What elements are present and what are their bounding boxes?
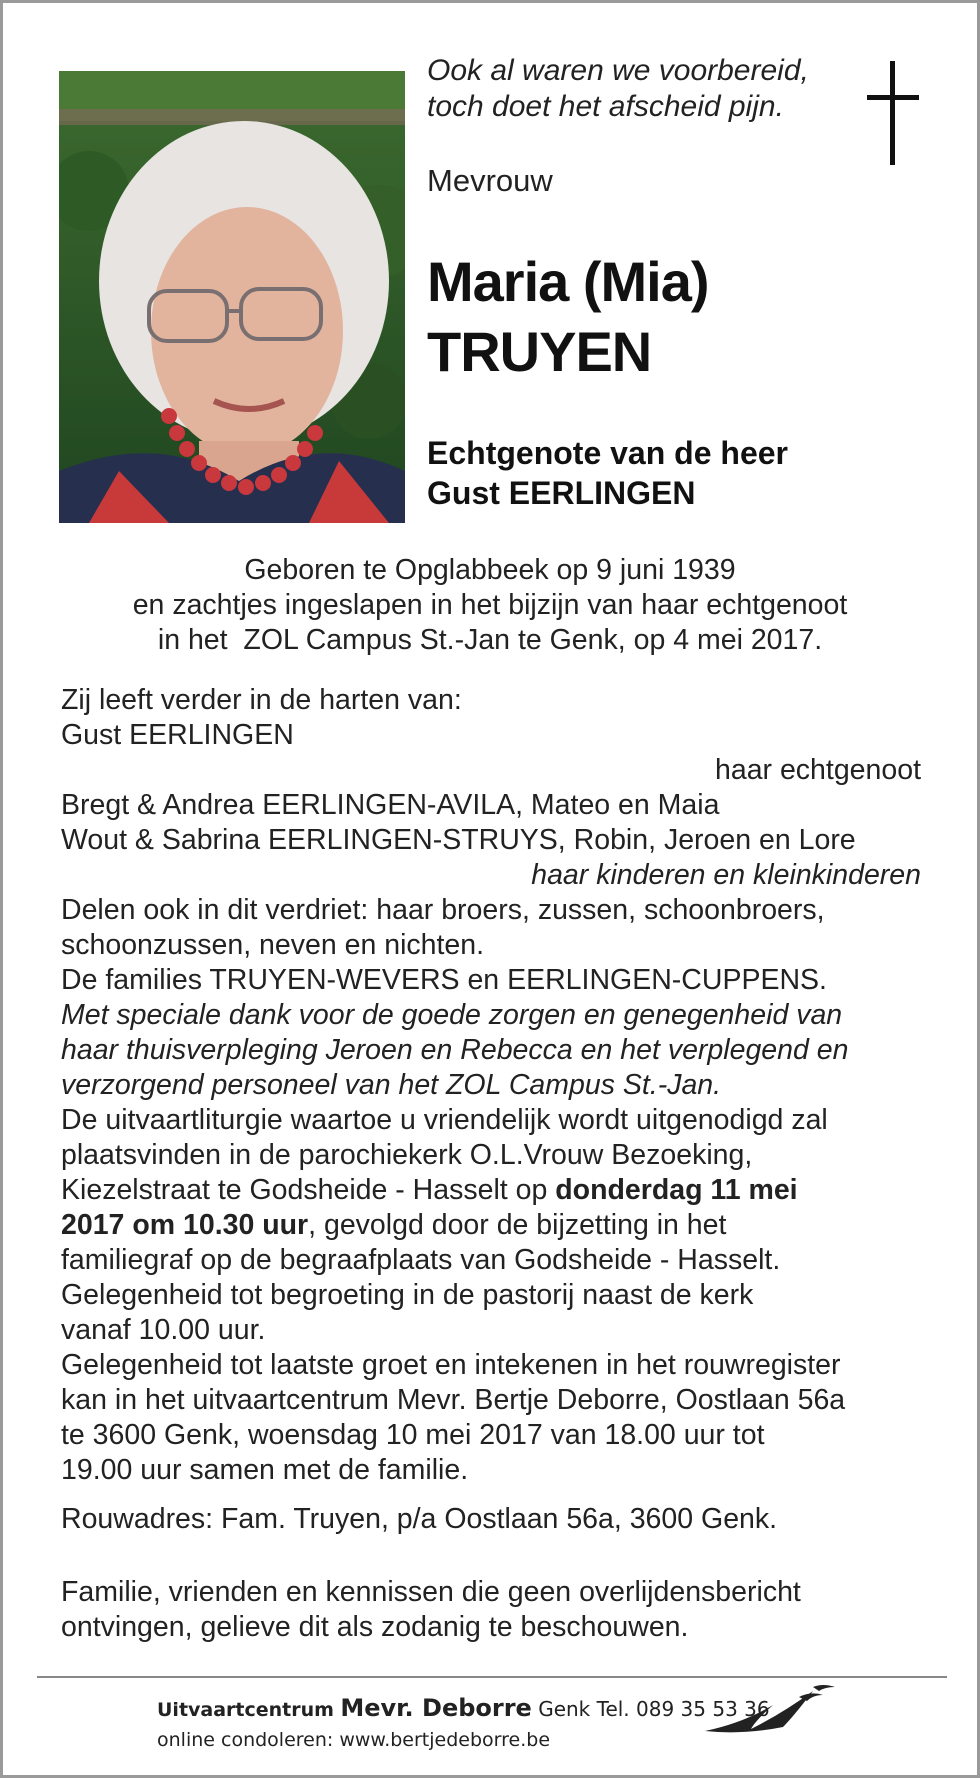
farewell-line: kan in het uitvaartcentrum Mevr. Bertje Deborre, Oostlaan 56a	[61, 1384, 846, 1416]
spouse-line: Echtgenote van de heer	[427, 435, 788, 471]
funeral-date: donderdag 11 mei	[555, 1174, 798, 1206]
cross-icon	[863, 61, 923, 165]
husband-role: haar echtgenoot	[715, 754, 921, 786]
quote	[427, 53, 827, 125]
survivors-intro: Zij leeft verder in de harten van:	[61, 684, 462, 716]
funeral-time: 2017 om 10.30 uur	[61, 1209, 309, 1241]
funeral-line: vanaf 10.00 uur.	[61, 1314, 266, 1346]
name-last: TRUYEN	[427, 320, 652, 383]
birth-death-info	[3, 553, 977, 658]
funeral-line: Gelegenheid tot begroeting in de pastorij naast de kerk	[61, 1279, 754, 1311]
portrait-illustration	[59, 71, 405, 523]
farewell-line: te 3600 Genk, woensdag 10 mei 2017 van 18.00 uur tot	[61, 1419, 765, 1451]
thanks-line: haar thuisverpleging Jeroen en Rebecca en het verplegend en	[61, 1034, 849, 1066]
announcement-body	[61, 683, 921, 1645]
mourning-address: Rouwadres: Fam. Truyen, p/a Oostlaan 56a, 3600 Genk.	[61, 1503, 778, 1535]
thanks-line: Met speciale dank voor de goede zorgen en genegenheid van	[61, 999, 843, 1031]
footer-city: Genk	[538, 1697, 591, 1721]
funeral-text: Kiezelstraat te Godsheide - Hasselt op	[61, 1174, 556, 1206]
name-first: Maria (Mia)	[427, 250, 709, 313]
birth-line: in het ZOL Campus St.-Jan te Genk, op 4 mei 2017.	[157, 624, 823, 656]
spouse-name: Gust EERLINGEN	[427, 475, 696, 511]
funeral-text: , gevolgd door de bijzetting in het	[308, 1209, 727, 1241]
funeral-line: plaatsvinden in de parochiekerk O.L.Vrouw Bezoeking,	[61, 1139, 753, 1171]
deceased-name	[427, 247, 709, 387]
farewell-line: Gelegenheid tot laatste groet en intekenen in het rouwregister	[61, 1349, 841, 1381]
closing-line: ontvingen, gelieve dit als zodanig te beschouwen.	[61, 1611, 689, 1643]
birth-line: en zachtjes ingeslapen in het bijzijn van haar echtgenoot	[132, 589, 848, 621]
birth-line: Geboren te Opglabbeek op 9 juni 1939	[244, 554, 736, 586]
thanks-line: verzorgend personeel van het ZOL Campus St.-Jan.	[61, 1069, 722, 1101]
child-family: Bregt & Andrea EERLINGEN-AVILA, Mateo en Maia	[61, 789, 720, 821]
spouse-info	[427, 433, 788, 513]
footer-divider	[37, 1676, 947, 1678]
share-line: Delen ook in dit verdriet: haar broers, zussen, schoonbroers,	[61, 894, 825, 926]
children-role: haar kinderen en kleinkinderen	[531, 859, 921, 891]
footer-online[interactable]: online condoleren: www.bertjedeborre.be	[157, 1729, 551, 1751]
quote-line: toch doet het afscheid pijn.	[427, 90, 784, 123]
funeral-line	[61, 1173, 921, 1208]
farewell-line: 19.00 uur samen met de familie.	[61, 1454, 469, 1486]
birds-logo-icon	[703, 1683, 843, 1743]
footer-label: Uitvaartcentrum	[157, 1699, 334, 1721]
footer-phone: Tel. 089 35 53 36	[596, 1697, 770, 1721]
child-family: Wout & Sabrina EERLINGEN-STRUYS, Robin, Jeroen en Lore	[61, 824, 856, 856]
funeral-line: De uitvaartliturgie waartoe u vriendelijk wordt uitgenodigd zal	[61, 1104, 828, 1136]
footer-brand: Mevr. Deborre	[340, 1694, 532, 1722]
quote-line: Ook al waren we voorbereid,	[427, 54, 809, 87]
husband-name: Gust EERLINGEN	[61, 719, 294, 751]
portrait-photo	[59, 71, 405, 523]
share-line: schoonzussen, neven en nichten.	[61, 929, 485, 961]
salutation: Mevrouw	[427, 163, 553, 198]
families-line: De families TRUYEN-WEVERS en EERLINGEN-CUPPENS.	[61, 964, 827, 996]
funeral-line	[61, 1208, 921, 1243]
closing-line: Familie, vrienden en kennissen die geen overlijdensbericht	[61, 1576, 801, 1608]
funeral-line: familiegraf op de begraafplaats van Godsheide - Hasselt.	[61, 1244, 781, 1276]
footer	[157, 1693, 770, 1755]
